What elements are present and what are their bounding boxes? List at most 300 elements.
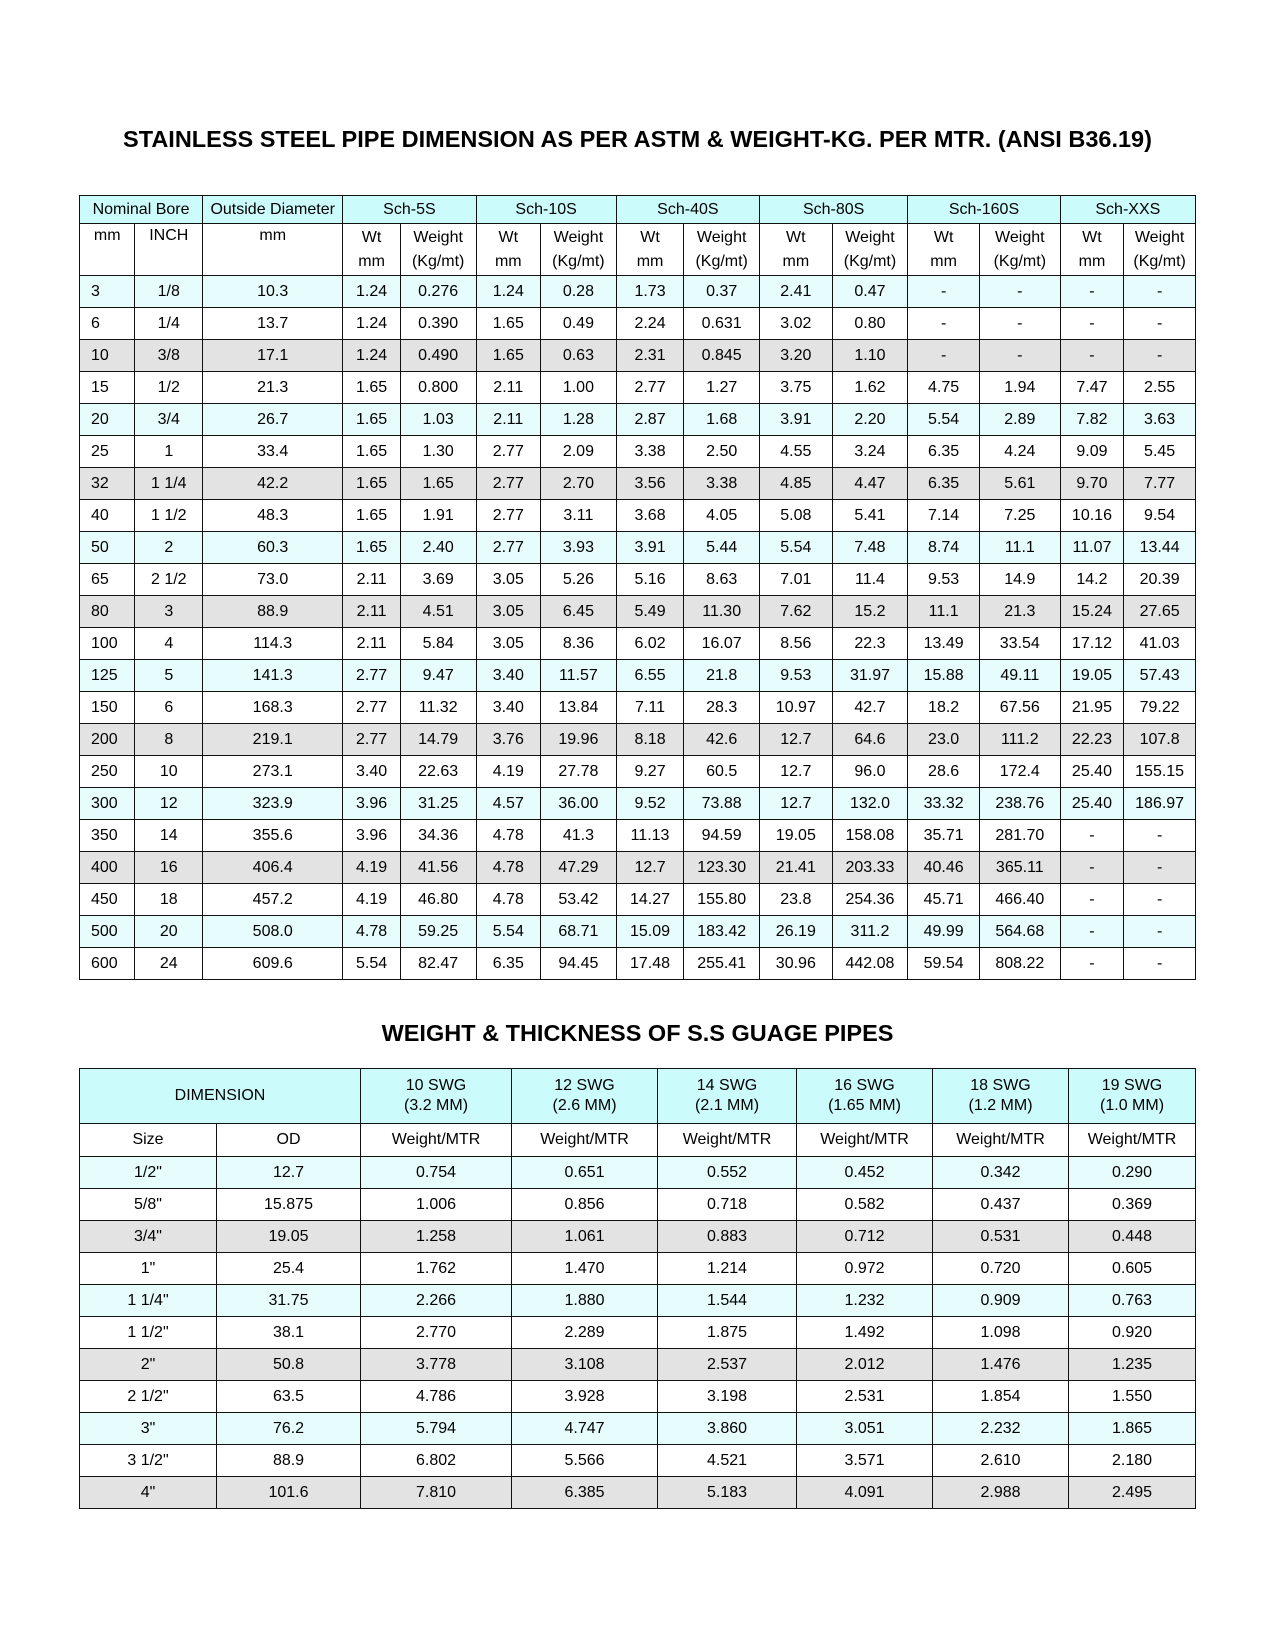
table-cell: 26.19 [760, 916, 833, 948]
wt-label: Wt [361, 228, 382, 246]
table-cell: 1" [80, 1253, 217, 1285]
table-cell: 5.794 [361, 1413, 512, 1445]
table-cell: 2 1/2" [80, 1381, 217, 1413]
table-cell: 9.53 [908, 564, 980, 596]
table-cell: 79.22 [1124, 692, 1196, 724]
table-cell: 6.385 [512, 1477, 658, 1509]
weight-unit: (Kg/mt) [993, 252, 1047, 270]
table-cell: 30.96 [760, 948, 833, 980]
table-row [80, 660, 1196, 692]
table-row [80, 468, 1196, 500]
table-cell: 0.972 [797, 1253, 933, 1285]
table-row [80, 532, 1196, 564]
wt-mm-subheader [616, 224, 684, 276]
table-cell: 6.55 [616, 660, 684, 692]
weight-unit: (Kg/mt) [843, 252, 897, 270]
table-row [80, 1221, 1196, 1253]
table-cell: 2.77 [343, 692, 401, 724]
table-cell: 5.08 [760, 500, 833, 532]
table-cell: 4.747 [512, 1413, 658, 1445]
table-cell: 1.65 [343, 500, 401, 532]
table-cell: 1.550 [1069, 1381, 1196, 1413]
table-cell: 11.07 [1060, 532, 1124, 564]
wt-mm-subheader [343, 224, 401, 276]
table-cell: 1.24 [343, 276, 401, 308]
table-cell: 0.883 [658, 1221, 797, 1253]
table-cell: 9.52 [616, 788, 684, 820]
table-cell: 100 [80, 628, 135, 660]
table-cell: 21.8 [684, 660, 760, 692]
table-cell: 3.24 [832, 436, 908, 468]
table-cell: 0.276 [400, 276, 476, 308]
table-cell: 101.6 [217, 1477, 361, 1509]
gauge-header [658, 1069, 797, 1124]
table-cell: 0.448 [1069, 1221, 1196, 1253]
table-cell: 1.214 [658, 1253, 797, 1285]
table-cell: 15.2 [832, 596, 908, 628]
table-cell: 25.40 [1060, 756, 1124, 788]
table-cell: 250 [80, 756, 135, 788]
table-cell: 20 [80, 404, 135, 436]
table-cell: 5 [135, 660, 203, 692]
table-cell: 16 [135, 852, 203, 884]
table-cell: 3.20 [760, 340, 833, 372]
table-cell: 53.42 [541, 884, 617, 916]
table-cell: 67.56 [979, 692, 1060, 724]
table-cell: - [1124, 884, 1196, 916]
table-cell: - [908, 308, 980, 340]
table-cell: 1.65 [343, 372, 401, 404]
table-cell: - [908, 340, 980, 372]
table-cell: 3.860 [658, 1413, 797, 1445]
table-cell: 31.75 [217, 1285, 361, 1317]
table-cell: 2.89 [979, 404, 1060, 436]
weight-kg-subheader [400, 224, 476, 276]
table-cell: 4.19 [343, 884, 401, 916]
table-cell: 1.03 [400, 404, 476, 436]
table-cell: 9.09 [1060, 436, 1124, 468]
table-cell: 2.266 [361, 1285, 512, 1317]
table-cell: 3.11 [541, 500, 617, 532]
table-cell: - [1060, 820, 1124, 852]
table-row [80, 1317, 1196, 1349]
table-cell: 6.802 [361, 1445, 512, 1477]
table-cell: 238.76 [979, 788, 1060, 820]
table-row [80, 404, 1196, 436]
table-cell: 20.39 [1124, 564, 1196, 596]
table-cell: 3.40 [476, 660, 541, 692]
weight-label: Weight [696, 228, 747, 246]
table-cell: 32 [80, 468, 135, 500]
table-cell: 0.37 [684, 276, 760, 308]
table-cell: 111.2 [979, 724, 1060, 756]
table-cell: 3.96 [343, 788, 401, 820]
table-cell: 46.80 [400, 884, 476, 916]
table-row [80, 276, 1196, 308]
table-cell: 3.38 [616, 436, 684, 468]
table-cell: 141.3 [203, 660, 343, 692]
table-row [80, 916, 1196, 948]
table-cell: - [1060, 308, 1124, 340]
table-cell: 1.865 [1069, 1413, 1196, 1445]
table-cell: 6.02 [616, 628, 684, 660]
table-cell: 60.5 [684, 756, 760, 788]
table-cell: 27.78 [541, 756, 617, 788]
table-cell: 48.3 [203, 500, 343, 532]
table-row [80, 1445, 1196, 1477]
table-cell: 19.05 [217, 1221, 361, 1253]
table-cell: 8.36 [541, 628, 617, 660]
table-cell: 3.778 [361, 1349, 512, 1381]
table-cell: 1.65 [343, 468, 401, 500]
table-cell: 0.452 [797, 1157, 933, 1189]
weight-kg-subheader [684, 224, 760, 276]
weight-mtr-subheader: Weight/MTR [658, 1124, 797, 1157]
table-cell: 6.35 [908, 468, 980, 500]
table-cell: 3.05 [476, 628, 541, 660]
table-cell: - [1124, 916, 1196, 948]
table-cell: 6.35 [908, 436, 980, 468]
pipe-subheader-row [80, 224, 1196, 276]
table-cell: 17.12 [1060, 628, 1124, 660]
table-cell: 0.390 [400, 308, 476, 340]
table-cell: 600 [80, 948, 135, 980]
table-cell: 11.32 [400, 692, 476, 724]
table-cell: 1.854 [933, 1381, 1069, 1413]
table-cell: 28.6 [908, 756, 980, 788]
table-cell: 41.56 [400, 852, 476, 884]
table-cell: - [1124, 852, 1196, 884]
table-cell: 0.605 [1069, 1253, 1196, 1285]
table-cell: 19.96 [541, 724, 617, 756]
table-cell: 7.62 [760, 596, 833, 628]
wt-unit: mm [358, 252, 385, 270]
table-cell: 18 [135, 884, 203, 916]
table-cell: 22.23 [1060, 724, 1124, 756]
gauge-mm: (3.2 MM) [404, 1097, 469, 1114]
table-cell: 0.47 [832, 276, 908, 308]
pipe-header-row [80, 196, 1196, 224]
table-cell: 28.3 [684, 692, 760, 724]
table-cell: 15.875 [217, 1189, 361, 1221]
table-cell: 9.27 [616, 756, 684, 788]
table-cell: 3.38 [684, 468, 760, 500]
table-row [80, 1413, 1196, 1445]
od-subheader: OD [217, 1124, 361, 1157]
table-cell: 11.30 [684, 596, 760, 628]
table-cell: - [1124, 276, 1196, 308]
table-cell: 25.4 [217, 1253, 361, 1285]
nominal-bore-header: Nominal Bore [80, 196, 203, 224]
table-cell: 2.11 [343, 628, 401, 660]
table-cell: 13.49 [908, 628, 980, 660]
table-cell: 2.70 [541, 468, 617, 500]
table-cell: 3 [80, 276, 135, 308]
table-row [80, 1477, 1196, 1509]
table-cell: 7.14 [908, 500, 980, 532]
table-cell: 7.82 [1060, 404, 1124, 436]
table-cell: 22.3 [832, 628, 908, 660]
table-cell: 0.80 [832, 308, 908, 340]
table-cell: 2.50 [684, 436, 760, 468]
table-cell: 73.88 [684, 788, 760, 820]
table-cell: 11.4 [832, 564, 908, 596]
table-cell: 8 [135, 724, 203, 756]
table-cell: 64.6 [832, 724, 908, 756]
table-cell: 21.95 [1060, 692, 1124, 724]
table-cell: 14.79 [400, 724, 476, 756]
table-cell: 23.8 [760, 884, 833, 916]
table-cell: 2.11 [476, 372, 541, 404]
table-cell: 2.495 [1069, 1477, 1196, 1509]
weight-mtr-subheader: Weight/MTR [933, 1124, 1069, 1157]
table-cell: 88.9 [203, 596, 343, 628]
table-cell: 12.7 [760, 788, 833, 820]
table-cell: 7.25 [979, 500, 1060, 532]
table-cell: 82.47 [400, 948, 476, 980]
table-cell: 0.754 [361, 1157, 512, 1189]
table-cell: 1.24 [476, 276, 541, 308]
table-cell: 1.235 [1069, 1349, 1196, 1381]
table-cell: 1.30 [400, 436, 476, 468]
table-cell: 609.6 [203, 948, 343, 980]
table-cell: 21.3 [203, 372, 343, 404]
table-cell: 60.3 [203, 532, 343, 564]
table-cell: 300 [80, 788, 135, 820]
table-cell: 365.11 [979, 852, 1060, 884]
table-cell: 6 [135, 692, 203, 724]
table-cell: 88.9 [217, 1445, 361, 1477]
schedule-header: Sch-XXS [1060, 196, 1195, 224]
weight-unit: (Kg/mt) [1133, 252, 1186, 270]
table-cell: 7.77 [1124, 468, 1196, 500]
table-cell: 114.3 [203, 628, 343, 660]
table-cell: 132.0 [832, 788, 908, 820]
table-row [80, 1349, 1196, 1381]
table-cell: 0.856 [512, 1189, 658, 1221]
table-cell: 3.02 [760, 308, 833, 340]
table-cell: 19.05 [760, 820, 833, 852]
table-cell: 3.05 [476, 596, 541, 628]
gauge-header [933, 1069, 1069, 1124]
table-cell: 19.05 [1060, 660, 1124, 692]
table-cell: 4.78 [476, 852, 541, 884]
table-cell: 0.552 [658, 1157, 797, 1189]
table-row [80, 756, 1196, 788]
table-cell: 1.27 [684, 372, 760, 404]
table-cell: 0.49 [541, 308, 617, 340]
table-cell: - [1060, 916, 1124, 948]
table-cell: 5.54 [476, 916, 541, 948]
table-cell: 0.720 [933, 1253, 1069, 1285]
table-cell: 5.54 [343, 948, 401, 980]
table-cell: 2.11 [343, 564, 401, 596]
table-cell: 2.289 [512, 1317, 658, 1349]
table-cell: 1 1/4 [135, 468, 203, 500]
table-cell: 400 [80, 852, 135, 884]
table-cell: 16.07 [684, 628, 760, 660]
table-cell: 0.800 [400, 372, 476, 404]
table-cell: 23.0 [908, 724, 980, 756]
table-cell: 73.0 [203, 564, 343, 596]
weight-label: Weight [1134, 228, 1185, 246]
table-cell: 1/4 [135, 308, 203, 340]
pipe-table-title: STAINLESS STEEL PIPE DIMENSION AS PER ASTM & WEIGHT-KG. PER MTR. (ANSI B36.19) [123, 126, 1152, 152]
table-cell: 11.57 [541, 660, 617, 692]
table-cell: 13.84 [541, 692, 617, 724]
table-cell: 311.2 [832, 916, 908, 948]
table-cell: 12.7 [760, 724, 833, 756]
table-cell: 59.25 [400, 916, 476, 948]
table-cell: 1 1/2" [80, 1317, 217, 1349]
table-row [80, 1381, 1196, 1413]
weight-mtr-subheader: Weight/MTR [797, 1124, 933, 1157]
table-cell: 33.32 [908, 788, 980, 820]
table-cell: 1 1/2 [135, 500, 203, 532]
schedule-header: Sch-40S [616, 196, 759, 224]
table-cell: 508.0 [203, 916, 343, 948]
wt-unit: mm [1078, 252, 1106, 270]
table-cell: 281.70 [979, 820, 1060, 852]
table-cell: 1/8 [135, 276, 203, 308]
table-cell: 27.65 [1124, 596, 1196, 628]
wt-label: Wt [498, 228, 519, 246]
table-cell: 4.78 [476, 884, 541, 916]
table-cell: 219.1 [203, 724, 343, 756]
table-cell: 8.63 [684, 564, 760, 596]
weight-unit: (Kg/mt) [411, 252, 465, 270]
table-cell: 42.2 [203, 468, 343, 500]
table-cell: 1.232 [797, 1285, 933, 1317]
table-cell: 0.631 [684, 308, 760, 340]
table-cell: 15 [80, 372, 135, 404]
table-row [80, 500, 1196, 532]
table-cell: - [1124, 308, 1196, 340]
wt-mm-subheader [908, 224, 980, 276]
table-cell: 14.2 [1060, 564, 1124, 596]
table-cell: 10 [80, 340, 135, 372]
table-cell: 1.65 [476, 340, 541, 372]
table-cell: 2 [135, 532, 203, 564]
table-cell: 4.19 [476, 756, 541, 788]
table-cell: 2.11 [476, 404, 541, 436]
gauge-header [361, 1069, 512, 1124]
table-cell: 2.77 [476, 436, 541, 468]
wt-unit: mm [930, 252, 957, 270]
table-cell: 155.15 [1124, 756, 1196, 788]
table-row [80, 724, 1196, 756]
table-cell: 13.7 [203, 308, 343, 340]
table-cell: 442.08 [832, 948, 908, 980]
wt-unit: mm [636, 252, 664, 270]
table-cell: 5.54 [908, 404, 980, 436]
table-cell: 1.94 [979, 372, 1060, 404]
table-cell: 0.437 [933, 1189, 1069, 1221]
table-cell: 1.258 [361, 1221, 512, 1253]
table-cell: 155.80 [684, 884, 760, 916]
table-cell: 42.6 [684, 724, 760, 756]
table-cell: 41.3 [541, 820, 617, 852]
table-cell: 5.44 [684, 532, 760, 564]
table-cell: 254.36 [832, 884, 908, 916]
weight-kg-subheader [979, 224, 1060, 276]
table-row [80, 564, 1196, 596]
table-cell: 2.77 [476, 500, 541, 532]
table-cell: 5.49 [616, 596, 684, 628]
table-cell: 31.97 [832, 660, 908, 692]
table-cell: 40 [80, 500, 135, 532]
weight-kg-subheader [832, 224, 908, 276]
table-cell: 5/8" [80, 1189, 217, 1221]
gauge-header-row [80, 1069, 1196, 1124]
table-cell: 1.24 [343, 340, 401, 372]
table-cell: 3/4" [80, 1221, 217, 1253]
table-cell: 3/4 [135, 404, 203, 436]
gauge-swg: 16 SWG [834, 1077, 895, 1094]
table-cell: 3 1/2" [80, 1445, 217, 1477]
table-cell: 2.24 [616, 308, 684, 340]
table-cell: 1.10 [832, 340, 908, 372]
table-cell: 2.77 [343, 660, 401, 692]
table-row [80, 1157, 1196, 1189]
gauge-header [1069, 1069, 1196, 1124]
table-cell: 1.65 [400, 468, 476, 500]
table-cell: 450 [80, 884, 135, 916]
table-cell: 1.28 [541, 404, 617, 436]
table-cell: 3.68 [616, 500, 684, 532]
table-cell: 7.810 [361, 1477, 512, 1509]
table-cell: 2.531 [797, 1381, 933, 1413]
gauge-mm: (2.1 MM) [695, 1097, 760, 1114]
table-cell: 94.59 [684, 820, 760, 852]
wt-mm-subheader [476, 224, 541, 276]
table-cell: 0.909 [933, 1285, 1069, 1317]
table-cell: 2.77 [476, 468, 541, 500]
table-cell: 0.342 [933, 1157, 1069, 1189]
table-row [80, 596, 1196, 628]
table-cell: 35.71 [908, 820, 980, 852]
table-cell: 15.24 [1060, 596, 1124, 628]
table-cell: 107.8 [1124, 724, 1196, 756]
table-cell: 3.108 [512, 1349, 658, 1381]
schedule-header: Sch-5S [343, 196, 476, 224]
table-cell: 4.24 [979, 436, 1060, 468]
gauge-header [512, 1069, 658, 1124]
table-cell: 2.232 [933, 1413, 1069, 1445]
table-cell: 0.28 [541, 276, 617, 308]
table-cell: 500 [80, 916, 135, 948]
table-cell: 2.988 [933, 1477, 1069, 1509]
table-cell: 4.75 [908, 372, 980, 404]
table-cell: 3.63 [1124, 404, 1196, 436]
table-cell: 21.3 [979, 596, 1060, 628]
wt-label: Wt [933, 228, 954, 246]
table-row [80, 628, 1196, 660]
outside-diameter-header: Outside Diameter [203, 196, 343, 224]
table-cell: 3.96 [343, 820, 401, 852]
table-cell: 1.762 [361, 1253, 512, 1285]
table-cell: 123.30 [684, 852, 760, 884]
table-cell: 7.01 [760, 564, 833, 596]
table-cell: 10.3 [203, 276, 343, 308]
table-cell: 1 [135, 436, 203, 468]
table-cell: 25.40 [1060, 788, 1124, 820]
table-cell: 22.63 [400, 756, 476, 788]
weight-kg-subheader [541, 224, 617, 276]
table-cell: 5.41 [832, 500, 908, 532]
weight-label: Weight [845, 228, 895, 246]
table-cell: 1.65 [343, 532, 401, 564]
